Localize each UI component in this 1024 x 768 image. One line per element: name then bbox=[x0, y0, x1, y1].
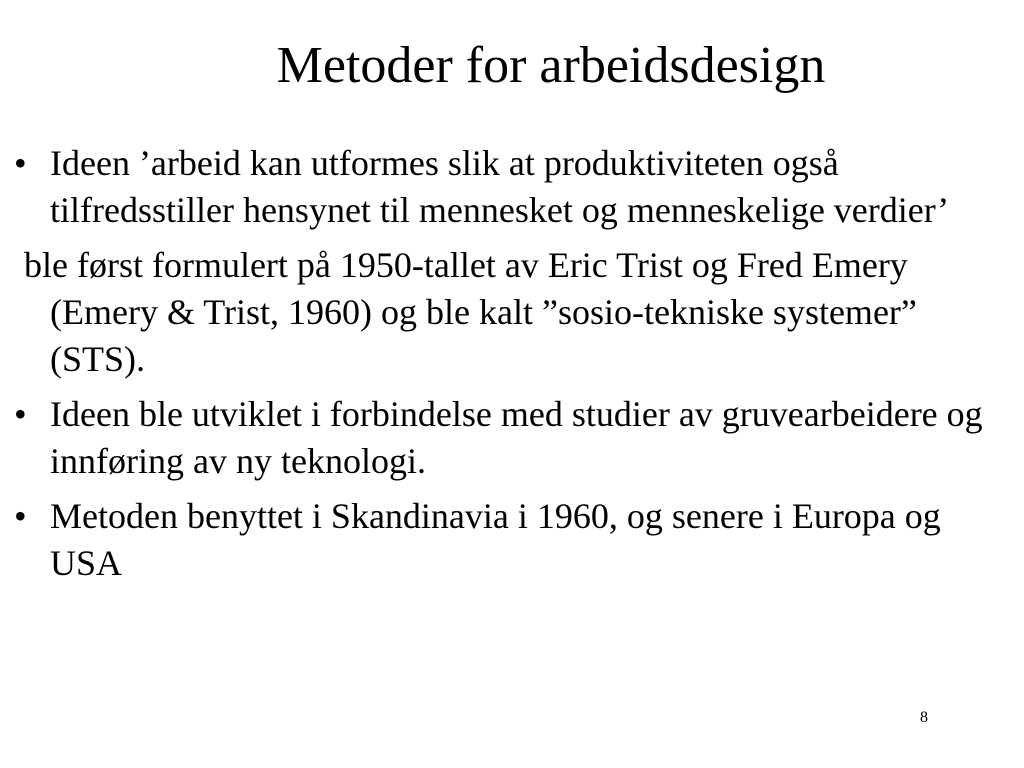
continuation-paragraph bbox=[14, 242, 1014, 383]
paragraph-text: ble først formulert på 1950-tallet av Eric Trist og Fred Emery (Emery & Trist, 1960) og ble kalt ”sosio-tekniske systemer” (STS). bbox=[24, 245, 917, 379]
bullet-item bbox=[14, 493, 1014, 587]
bullet-item bbox=[14, 140, 1014, 234]
bullet-text: Ideen ’arbeid kan utformes slik at produktiviteten også tilfredsstiller hensynet til mennesket og menneskelige verdier’ bbox=[50, 143, 950, 230]
bullet-text: Metoden benyttet i Skandinavia i 1960, og senere i Europa og USA bbox=[50, 496, 941, 583]
slide-body bbox=[14, 140, 1014, 595]
bullet-item bbox=[14, 391, 1014, 485]
bullet-text: Ideen ble utviklet i forbindelse med studier av gruvearbeidere og innføring av ny teknologi. bbox=[50, 394, 983, 481]
slide-title: Metoder for arbeidsdesign bbox=[276, 37, 826, 94]
bullet-icon: • bbox=[14, 394, 27, 434]
page-number: 8 bbox=[920, 709, 928, 726]
bullet-icon: • bbox=[14, 496, 27, 536]
bullet-icon: • bbox=[14, 143, 27, 183]
